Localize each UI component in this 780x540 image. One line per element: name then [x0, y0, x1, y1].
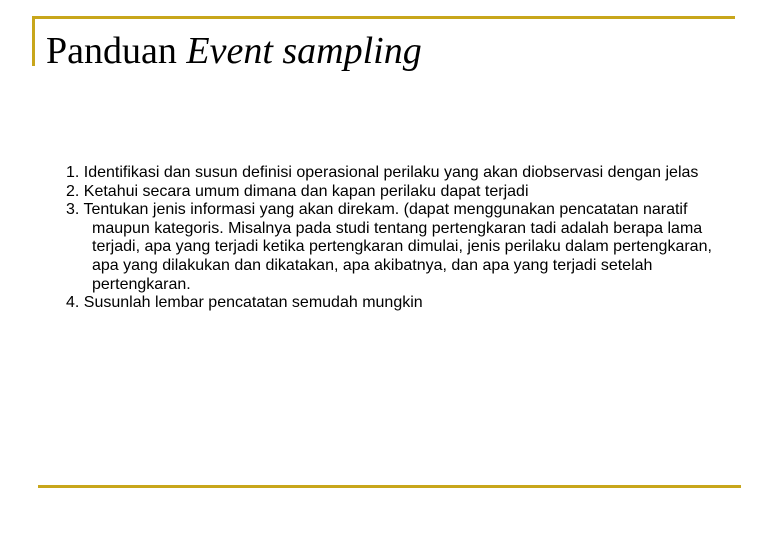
list-item: 2. Ketahui secara umum dimana dan kapan perilaku dapat terjadi: [66, 182, 529, 200]
bottom-accent-line: [38, 485, 741, 488]
top-accent-line: [32, 16, 735, 19]
title-plain-text: Panduan: [46, 30, 187, 72]
list-item: 3. Tentukan jenis informasi yang akan direkam. (dapat menggunakan pencatatan naratif maupun kategoris. Misalnya pada studi tentang pertengkaran tadi adalah berapa lama terjadi, apa yang terjadi ketika pertengkaran dimulai, jenis perilaku dalam pertengkaran, apa yang dilakukan dan dikatakan, apa akibatnya, dan apa yang terjadi setelah pertengkaran.: [66, 201, 712, 293]
title-italic-text: Event sampling: [186, 30, 422, 72]
list-item: 1. Identifikasi dan susun definisi operasional perilaku yang akan diobservasi dengan jelas: [66, 164, 699, 181]
slide-title: [46, 28, 422, 74]
list-item: 4. Susunlah lembar pencatatan semudah mungkin: [66, 294, 423, 312]
slide-body: [66, 164, 716, 313]
left-accent-line: [32, 16, 35, 66]
